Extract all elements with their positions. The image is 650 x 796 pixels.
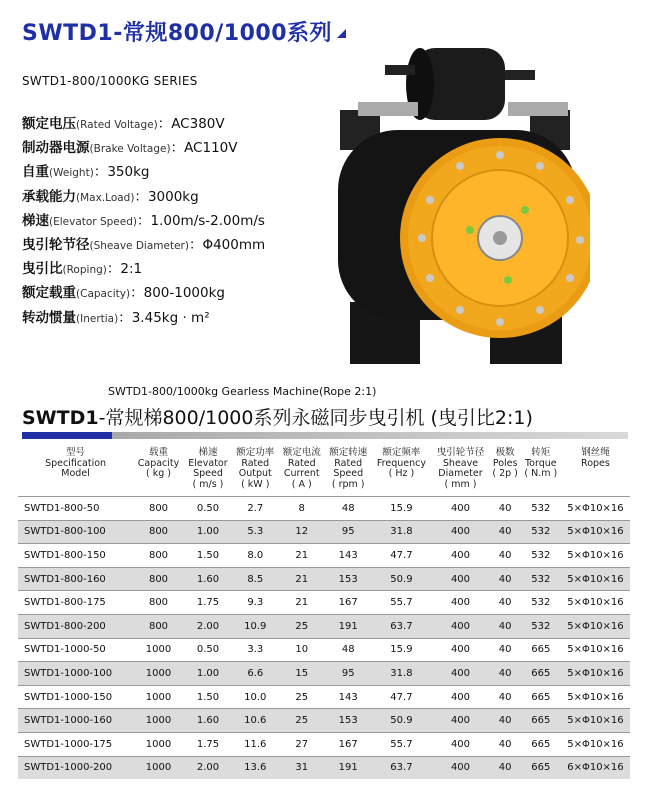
table-cell: 5×Φ10×16 <box>567 644 624 656</box>
spec-value: 3000kg <box>147 188 199 205</box>
table-cell: 5×Φ10×16 <box>561 520 630 544</box>
table-cell: 2.00 <box>184 756 232 779</box>
column-header-line: ( N.m ) <box>524 468 558 479</box>
table-row <box>18 614 630 638</box>
table-cell: 5×Φ10×16 <box>567 597 624 609</box>
table-cell: 400 <box>450 597 471 609</box>
model-cell: SWTD1-1000-160 <box>18 709 133 733</box>
column-header-line: Speed <box>333 468 364 479</box>
spec-label-en: (Max.Load) <box>76 191 135 204</box>
table-cell: 1.75 <box>196 597 220 609</box>
table-cell: 5×Φ10×16 <box>567 502 624 514</box>
spec-value-sep: ： <box>188 236 203 253</box>
model-cell: SWTD1-800-175 <box>24 597 106 609</box>
model-cell: SWTD1-1000-150 <box>24 691 113 703</box>
spec-table <box>18 446 630 779</box>
column-header-line: ( m/s ) <box>192 478 224 490</box>
table-cell: 1.00 <box>184 662 232 686</box>
spec-label-en: (Capacity) <box>76 288 131 301</box>
column-header-line: 钢丝绳 <box>581 447 610 458</box>
table-cell: 9.3 <box>247 597 264 609</box>
table-cell: 800 <box>133 614 184 638</box>
table-cell: 10 <box>295 644 309 656</box>
table-cell: 800 <box>148 502 169 514</box>
column-header-line: Capacity <box>137 457 180 469</box>
spec-label-en-text: Max.Load <box>80 191 131 204</box>
table-cell: 143 <box>338 691 358 703</box>
table-cell: 11.6 <box>244 738 267 750</box>
table-cell: 400 <box>450 549 471 561</box>
table-cell: 15.9 <box>390 644 413 656</box>
spec-label-cn: 曳引轮节径 <box>22 236 90 253</box>
column-header <box>184 446 232 497</box>
column-header-line: 额定电流 <box>282 447 321 458</box>
table-cell: 1000 <box>145 644 172 656</box>
table-cell: 5×Φ10×16 <box>561 614 630 638</box>
table-cell: 1.50 <box>196 691 220 703</box>
table-cell: 532 <box>521 567 561 591</box>
table-cell: 800 <box>148 597 169 609</box>
table-cell: 5×Φ10×16 <box>561 567 630 591</box>
table-cell: 167 <box>338 738 358 750</box>
column-header-line: ( kg ) <box>146 468 171 479</box>
table-cell: 40 <box>498 549 512 561</box>
table-row <box>18 709 630 733</box>
spec-label-en: (Rated Voltage) <box>76 119 158 131</box>
series-subtitle: SWTD1-800/1000KG SERIES <box>22 74 198 88</box>
column-header-line: 转矩 <box>531 447 551 458</box>
column-header-line: ( A ) <box>291 478 312 490</box>
spec-label-en-text: Roping <box>66 264 103 277</box>
spec-label-en-text: Weight <box>53 167 90 180</box>
table-cell: 400 <box>431 756 489 779</box>
column-header-line: Ropes <box>581 457 610 469</box>
table-cell: 31.8 <box>371 520 431 544</box>
table-cell: 31.8 <box>371 662 431 686</box>
spec-value-sep: ： <box>130 285 144 302</box>
column-header-line: Rated <box>241 457 270 469</box>
column-header-line: Poles <box>492 457 518 469</box>
table-row <box>18 662 630 686</box>
table-cell: 63.7 <box>371 614 431 638</box>
table-cell: 532 <box>531 597 551 609</box>
table-cell: 400 <box>431 662 489 686</box>
column-header-line: 曳引轮节径 <box>436 447 485 458</box>
column-header <box>561 446 630 497</box>
column-header-line: 额定频率 <box>382 447 421 458</box>
table-cell: 6.6 <box>232 662 278 686</box>
table-cell: 5×Φ10×16 <box>561 709 630 733</box>
table-cell: 40 <box>490 520 521 544</box>
column-header-line: ( Hz ) <box>388 468 415 479</box>
table-cell: 12 <box>279 520 325 544</box>
table-cell: 153 <box>325 709 371 733</box>
table-cell: 1000 <box>133 756 184 779</box>
table-cell: 40 <box>490 614 521 638</box>
spec-label-en: (Sheave Diameter) <box>89 239 189 252</box>
spec-label-cn: 额定电压 <box>22 116 76 132</box>
spec-value: Φ400mm <box>202 236 266 253</box>
spec-label-cn: 梯速 <box>22 212 49 229</box>
table-cell: 665 <box>531 691 551 703</box>
column-header-line: Diameter <box>438 468 483 479</box>
table-cell: 5×Φ10×16 <box>567 549 624 561</box>
table-cell: 13.6 <box>232 756 278 779</box>
spec-value: 3.45kg · m² <box>131 309 210 326</box>
table-cell: 6×Φ10×16 <box>561 756 630 779</box>
model-cell: SWTD1-800-50 <box>24 502 100 514</box>
table-cell: 31 <box>279 756 325 779</box>
table-cell: 400 <box>450 691 471 703</box>
table-cell: 48 <box>341 644 355 656</box>
table-cell: 400 <box>450 644 471 656</box>
column-header-line: ( mm ) <box>444 478 477 490</box>
table-cell: 8.0 <box>247 549 264 561</box>
column-header-line: Frequency <box>376 457 426 469</box>
table-title-text: -常规梯800/1000系列永磁同步曳引机 (曳引比2:1) <box>98 407 533 429</box>
table-body <box>18 497 630 780</box>
spec-item <box>22 281 265 305</box>
column-header-line: ( rpm ) <box>331 478 365 490</box>
table-row <box>18 685 630 709</box>
column-header-line: 载重 <box>149 447 169 458</box>
table-header-row <box>18 446 630 497</box>
spec-label-en-text: Capacity <box>80 288 126 301</box>
spec-item <box>22 209 265 233</box>
spec-value-sep: ： <box>157 116 172 132</box>
table-cell: 800 <box>148 549 169 561</box>
table-cell: 532 <box>521 520 561 544</box>
table-cell: 40 <box>490 567 521 591</box>
spec-value-sep: ： <box>134 188 148 205</box>
model-cell: SWTD1-1000-200 <box>18 756 133 779</box>
table-row <box>18 497 630 521</box>
spec-list <box>22 112 265 330</box>
table-cell: 8.5 <box>232 567 278 591</box>
spec-value-sep: ： <box>118 309 132 326</box>
table-cell: 25 <box>295 691 309 703</box>
spec-label-cn: 制动器电源 <box>22 140 90 157</box>
table-cell: 665 <box>531 644 551 656</box>
table-cell: 400 <box>431 709 489 733</box>
table-cell: 665 <box>521 756 561 779</box>
table-cell: 1000 <box>133 662 184 686</box>
spec-value: AC110V <box>184 140 238 157</box>
column-header-line: Output <box>238 468 272 479</box>
spec-value-sep: ： <box>106 261 121 278</box>
model-cell: SWTD1-1000-100 <box>18 662 133 686</box>
table-cell: 2.00 <box>184 614 232 638</box>
table-cell: 800 <box>133 567 184 591</box>
spec-label-en: (Weight) <box>49 167 94 180</box>
spec-label-en: (Inertia) <box>76 312 119 325</box>
table-cell: 665 <box>521 662 561 686</box>
spec-item <box>22 185 265 209</box>
table-title <box>22 403 533 430</box>
table-cell: 47.7 <box>390 691 413 703</box>
table-cell: 400 <box>431 520 489 544</box>
table-cell: 10.9 <box>232 614 278 638</box>
column-header-line: 极数 <box>495 447 515 458</box>
table-cell: 55.7 <box>390 738 413 750</box>
table-cell: 665 <box>521 709 561 733</box>
spec-label-en-text: Elevator Speed <box>53 215 133 228</box>
table-cell: 1000 <box>145 691 172 703</box>
table-cell: 1.60 <box>184 567 232 591</box>
column-header-line: Current <box>283 468 320 479</box>
spec-label-cn: 额定载重 <box>22 285 76 302</box>
model-cell: SWTD1-1000-50 <box>24 644 106 656</box>
table-cell: 40 <box>490 756 521 779</box>
table-cell: 191 <box>325 614 371 638</box>
table-cell: 40 <box>498 502 512 514</box>
title-divider-bar <box>22 432 628 439</box>
table-row <box>18 544 630 568</box>
table-cell: 665 <box>531 738 551 750</box>
table-cell: 1000 <box>133 709 184 733</box>
column-header-line: 型号 <box>66 447 86 458</box>
spec-value-sep: ： <box>170 140 185 157</box>
table-cell: 40 <box>498 691 512 703</box>
model-cell: SWTD1-800-150 <box>24 549 106 561</box>
spec-item <box>22 257 265 281</box>
table-cell: 1.50 <box>196 549 220 561</box>
table-cell: 50.9 <box>371 709 431 733</box>
table-row <box>18 520 630 544</box>
table-cell: 21 <box>295 549 309 561</box>
table-cell: 25 <box>279 614 325 638</box>
spec-label-en-text: Rated Voltage <box>80 119 154 131</box>
table-row <box>18 756 630 779</box>
table-cell: 40 <box>498 597 512 609</box>
column-header-line: Specification <box>45 457 107 469</box>
table-cell: 50.9 <box>371 567 431 591</box>
spec-label-cn: 曳引比 <box>22 261 63 278</box>
table-cell: 0.50 <box>196 644 220 656</box>
table-cell: 40 <box>498 644 512 656</box>
table-cell: 532 <box>531 502 551 514</box>
table-caption: SWTD1-800/1000kg Gearless Machine(Rope 2:1) <box>108 385 377 398</box>
table-cell: 27 <box>295 738 309 750</box>
table-row <box>18 567 630 591</box>
spec-item <box>22 306 265 330</box>
spec-value: 800-1000kg <box>143 285 225 302</box>
table-cell: 143 <box>338 549 358 561</box>
table-cell: 5×Φ10×16 <box>567 738 624 750</box>
table-cell: 400 <box>431 567 489 591</box>
table-title-model: SWTD1 <box>22 407 99 429</box>
column-header-line: 额定转速 <box>329 447 368 458</box>
spec-label-cn: 自重 <box>22 164 49 181</box>
spec-item <box>22 160 265 184</box>
table-cell: 15 <box>279 662 325 686</box>
table-cell: 55.7 <box>390 597 413 609</box>
column-header <box>521 446 561 497</box>
table-cell: 400 <box>431 614 489 638</box>
column-header-line: Rated <box>334 457 363 469</box>
table-cell: 21 <box>295 597 309 609</box>
table-cell: 40 <box>498 738 512 750</box>
table-cell: 25 <box>279 709 325 733</box>
table-cell: 48 <box>341 502 355 514</box>
table-cell: 5×Φ10×16 <box>561 662 630 686</box>
table-cell: 95 <box>325 662 371 686</box>
table-cell: 191 <box>325 756 371 779</box>
column-header-line: ( 2p ) <box>492 468 518 479</box>
table-cell: 8 <box>298 502 305 514</box>
column-header-line: ( kW ) <box>241 478 270 490</box>
table-cell: 532 <box>521 614 561 638</box>
column-header <box>490 446 521 497</box>
table-cell: 63.7 <box>371 756 431 779</box>
spec-item <box>22 233 265 257</box>
table-row <box>18 732 630 756</box>
table-cell: 10.6 <box>232 709 278 733</box>
column-header-line: Rated <box>287 457 316 469</box>
spec-label-en-text: Brake Voltage <box>93 143 167 156</box>
spec-value: 2:1 <box>120 261 143 278</box>
column-header <box>133 446 184 497</box>
table-row <box>18 591 630 615</box>
table-cell: 1.75 <box>196 738 220 750</box>
spec-item <box>22 112 265 136</box>
column-header <box>325 446 371 497</box>
column-header <box>279 446 325 497</box>
spec-label-en-text: Inertia <box>80 312 115 325</box>
column-header-line: Speed <box>193 468 223 479</box>
spec-value: AC380V <box>171 116 225 132</box>
table-cell: 800 <box>133 520 184 544</box>
table-cell: 153 <box>325 567 371 591</box>
spec-label-en: (Roping) <box>62 264 107 277</box>
column-header <box>371 446 431 497</box>
table-cell: 10.0 <box>244 691 267 703</box>
traction-machine-image <box>330 40 590 370</box>
spec-value: 350kg <box>107 164 150 181</box>
table-cell: 3.3 <box>247 644 264 656</box>
column-header-line: Elevator <box>188 457 228 469</box>
model-cell: SWTD1-800-100 <box>18 520 133 544</box>
column-header-line: Model <box>61 468 90 479</box>
table-row <box>18 638 630 662</box>
table-cell: 40 <box>490 662 521 686</box>
table-cell: 5×Φ10×16 <box>567 691 624 703</box>
spec-value-sep: ： <box>137 212 151 229</box>
table-cell: 400 <box>450 738 471 750</box>
table-cell: 532 <box>531 549 551 561</box>
page-title: SWTD1-常规800/1000系列 <box>22 21 333 46</box>
column-header-line: 梯速 <box>198 447 218 458</box>
table-cell: 40 <box>490 709 521 733</box>
model-cell: SWTD1-800-160 <box>18 567 133 591</box>
title-triangle-icon <box>337 29 346 38</box>
table-cell: 2.7 <box>247 502 264 514</box>
table-cell: 0.50 <box>196 502 220 514</box>
column-header <box>18 446 133 497</box>
table-cell: 400 <box>450 502 471 514</box>
table-cell: 1.60 <box>184 709 232 733</box>
column-header-line: Torque <box>524 457 557 469</box>
model-cell: SWTD1-800-200 <box>18 614 133 638</box>
column-header <box>232 446 278 497</box>
table-cell: 47.7 <box>390 549 413 561</box>
column-header <box>431 446 489 497</box>
table-cell: 21 <box>279 567 325 591</box>
spec-item <box>22 136 265 160</box>
spec-label-cn: 转动惯量 <box>22 309 76 326</box>
spec-label-cn: 承载能力 <box>22 188 76 205</box>
spec-value-sep: ： <box>93 164 108 181</box>
spec-label-en: (Elevator Speed) <box>49 215 137 228</box>
table-cell: 95 <box>325 520 371 544</box>
spec-label-en-text: Sheave Diameter <box>93 239 185 252</box>
model-cell: SWTD1-1000-175 <box>24 738 113 750</box>
column-header-line: 额定功率 <box>236 447 275 458</box>
table-cell: 5.3 <box>232 520 278 544</box>
spec-value: 1.00m/s-2.00m/s <box>150 212 265 229</box>
spec-label-en: (Brake Voltage) <box>89 143 171 156</box>
column-header-line: Sheave <box>442 457 479 469</box>
table-cell: 167 <box>338 597 358 609</box>
table-cell: 15.9 <box>390 502 413 514</box>
table-cell: 1000 <box>145 738 172 750</box>
table-cell: 1.00 <box>184 520 232 544</box>
